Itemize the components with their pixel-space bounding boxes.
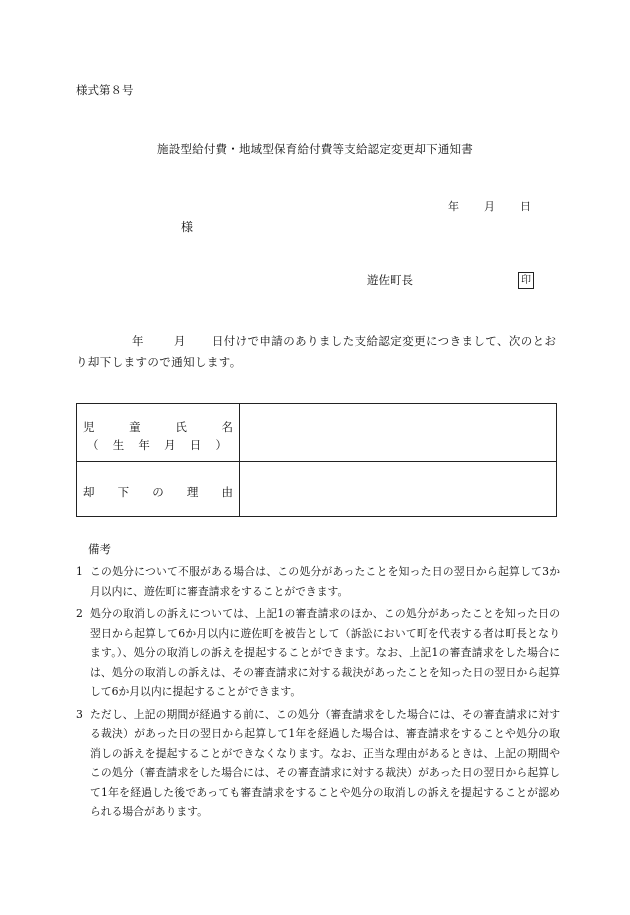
remark-text: この処分について不服がある場合は、この処分があったことを知った日の翌日から起算して3か月以内に、遊佐町に審査請求をすることができます。	[90, 565, 560, 598]
rejection-reason-label: 却 下 の 理 由	[83, 485, 233, 499]
body-year: 年	[132, 334, 144, 348]
remark-item	[76, 562, 560, 601]
remark-number: 3	[76, 707, 83, 721]
form-number: 様式第８号	[76, 83, 134, 97]
document-title: 施設型給付費・地域型保育給付費等支給認定変更却下通知書	[157, 142, 473, 156]
remark-text: ただし、上記の期間が経過する前に、この処分（審査請求をした場合には、その審査請求に対する裁決）があった日の翌日から起算して1年を経過した場合は、審査請求をすることや処分の取消しの訴えを提起することができなくなります。なお、正当な理由があるときは、上記の期間やこの処分（審査請求をした場合には、その審査請求に対する裁決）があった日の翌日から起算して1年を経過した後であっても審査請求をすることや処分の取消しの訴えを提起することが認められる場合があります。	[90, 707, 560, 818]
seal-mark: 印	[518, 272, 534, 289]
remark-number: 1	[76, 565, 83, 578]
remarks-heading: 備考	[88, 542, 111, 556]
remark-text: 処分の取消しの訴えについては、上記1の審査請求のほか、この処分があったことを知った日の翌日から起算して6か月以内に遊佐町を被告として（訴訟において町を代表する者は町長となります。）、処分の取消しの訴えを提起することができます。なお、上記1の審査請求をした場合には、処分の取消しの訴えは、その審査請求に対する裁決があったことを知った日の翌日から起算して6か月以内に提起することができます。	[90, 607, 560, 698]
table-column-divider	[239, 404, 240, 516]
body-month: 月	[173, 334, 186, 348]
table-row-divider	[77, 461, 556, 462]
child-name-label: 児 童 氏 名	[83, 420, 233, 434]
remark-item	[76, 604, 560, 702]
info-table	[76, 403, 557, 517]
date-month: 月	[484, 200, 495, 213]
remark-number: 2	[76, 607, 83, 620]
date-day: 日	[520, 200, 531, 213]
remarks-list	[76, 562, 560, 825]
date-year: 年	[448, 200, 459, 213]
remark-item	[76, 705, 560, 822]
birth-date-label: （ 生 年 月 日 ）	[87, 438, 227, 452]
addressee-honorific: 様	[181, 220, 194, 234]
issue-date	[448, 198, 531, 214]
notice-body	[76, 331, 560, 373]
body-text: 日付けで申請のありました支給認定変更につきまして、次のとおり却下しますので通知します。	[76, 334, 557, 369]
issuer-name: 遊佐町長	[367, 273, 413, 287]
